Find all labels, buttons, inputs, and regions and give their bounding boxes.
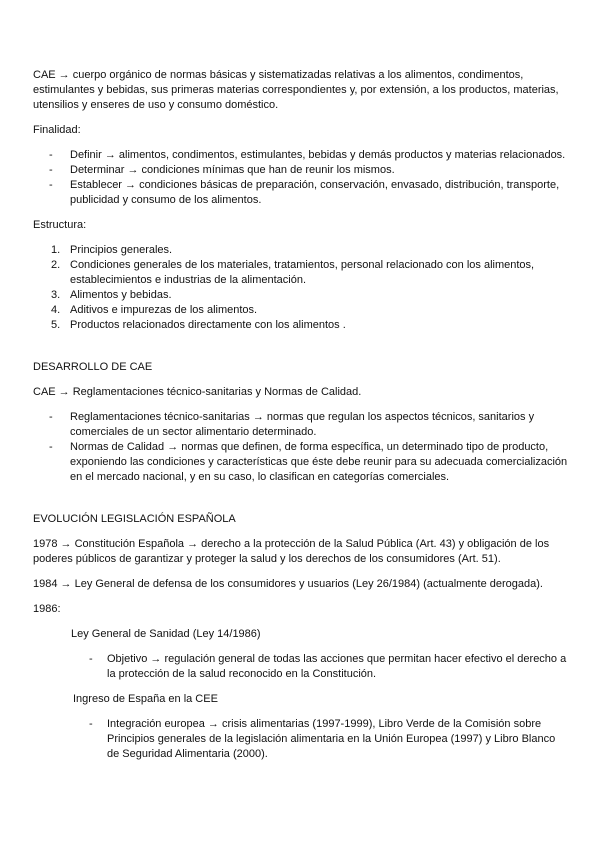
list-item: 2. Condiciones generales de los materiales, tratamientos, personal relacionado con los alimentos, establecimientos e industrias de la alimentación. — [51, 259, 535, 286]
list-item: - Determinar → condiciones mínimas que han de reunir los mismos. — [49, 164, 395, 176]
finalidad-list — [33, 148, 569, 208]
list-item: - Objetivo → regulación general de todas las acciones que permitan hacer efectivo el derecho a la protección de la salud reconocido en la Constitución. — [89, 653, 567, 680]
list-item: - Reglamentaciones técnico-sanitarias → normas que regulan los aspectos técnicos, sanitarios y comerciales de un sector alimentario determinado. — [49, 411, 535, 438]
estructura-list — [33, 243, 569, 333]
entry-1978: 1978 → Constitución Española → derecho a la protección de la Salud Pública (Art. 43) y obligación de los poderes públicos de garantizar y proteger la salud y los derechos de los consumidores (Art. 51). — [33, 538, 550, 565]
list-item: 1. Principios generales. — [51, 244, 173, 256]
list-item: 3. Alimentos y bebidas. — [51, 289, 172, 301]
cae-definition: CAE → cuerpo orgánico de normas básicas y sistematizadas relativas a los alimentos, condimentos, estimulantes y bebidas, sus primeras materias correspondientes y, por extensión, a los productos, materias, utensilios y enseres de uso y consumo doméstico. — [33, 69, 559, 111]
ley-sanidad-title: Ley General de Sanidad (Ley 14/1986) — [71, 628, 261, 640]
desarrollo-heading: DESARROLLO DE CAE — [33, 361, 153, 373]
list-item: - Integración europea → crisis alimentarias (1997-1999), Libro Verde de la Comisión sobre Principios generales de la legislación alimentaria en la Unión Europea (1997) y Libro Blanco de Seguridad Alimentaria (2000). — [89, 718, 556, 760]
entry-1984: 1984 → Ley General de defensa de los consumidores y usuarios (Ley 26/1984) (actualmente derogada). — [33, 578, 543, 590]
ingreso-cee-list — [33, 717, 569, 762]
estructura-label: Estructura: — [33, 219, 87, 231]
desarrollo-intro: CAE → Reglamentaciones técnico-sanitarias y Normas de Calidad. — [33, 386, 362, 398]
list-item: - Establecer → condiciones básicas de preparación, conservación, envasado, distribución, transporte, publicidad y consumo de los alimentos. — [49, 179, 560, 206]
evolucion-heading: EVOLUCIÓN LEGISLACIÓN ESPAÑOLA — [33, 513, 236, 525]
entry-1986: 1986: — [33, 603, 61, 615]
desarrollo-list — [33, 410, 569, 485]
list-item: - Normas de Calidad → normas que definen, de forma específica, un determinado tipo de producto, exponiendo las condiciones y características que éste debe reunir para su adecuada comercialización en el mercado nacional, y en su caso, lo clasifican en categorías comerciales. — [49, 441, 568, 483]
finalidad-label: Finalidad: — [33, 124, 81, 136]
document-body — [33, 68, 569, 762]
ley-sanidad-list — [33, 652, 569, 682]
ingreso-cee-title: Ingreso de España en la CEE — [73, 693, 218, 705]
list-item: 4. Aditivos e impurezas de los alimentos. — [51, 304, 258, 316]
list-item: 5. Productos relacionados directamente con los alimentos . — [51, 319, 346, 331]
list-item: - Definir → alimentos, condimentos, estimulantes, bebidas y demás productos y materias relacionados. — [49, 149, 566, 161]
